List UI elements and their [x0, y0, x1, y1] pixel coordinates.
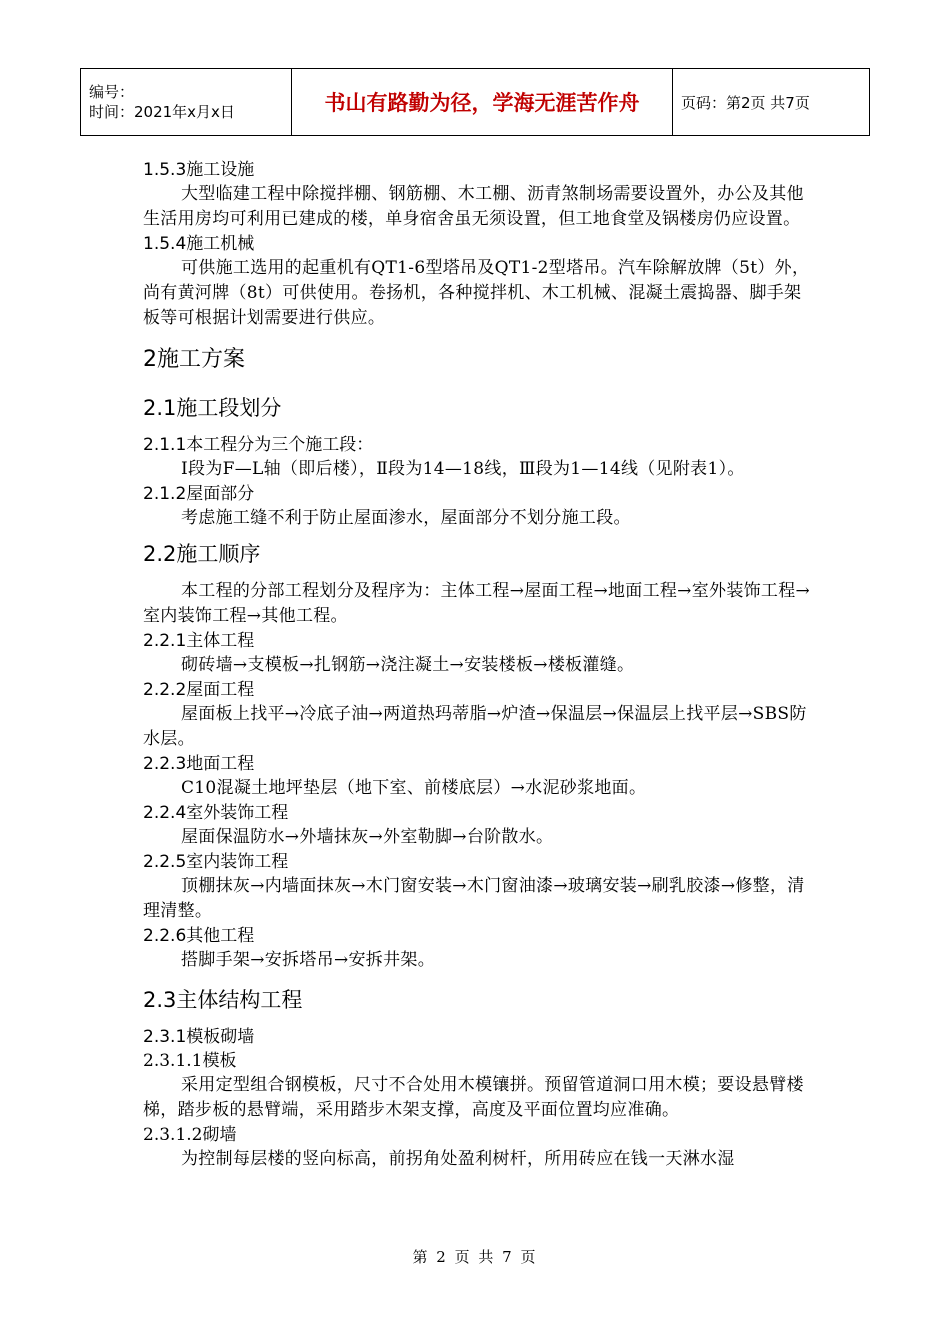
section-heading-1-5-4: 1.5.4施工机械: [143, 234, 255, 254]
page-footer: 第 2 页 共 7 页: [412, 1248, 538, 1266]
section-text-2-2-2: 屋面板上找平→冷底子油→两道热玛蒂脂→炉渣→保温层→保温层上找平层→SBS防水层。: [143, 704, 807, 749]
section-heading-2-2-6: 2.2.6其他工程: [143, 926, 255, 946]
document-header: [80, 68, 870, 136]
section-heading-2-2: 2.2施工顺序: [143, 542, 261, 566]
section-heading-1-5-3: 1.5.3施工设施: [143, 160, 255, 180]
section-heading-2-3-1-1: 2.3.1.1模板: [143, 1051, 237, 1071]
document-body: [143, 158, 813, 1172]
section-heading-2-2-4: 2.2.4室外装饰工程: [143, 803, 289, 823]
section-text-2-2: 本工程的分部工程划分及程序为：主体工程→屋面工程→地面工程→室外装饰工程→室内装饰工程→其他工程。: [143, 581, 811, 626]
section-heading-2-2-3: 2.2.3地面工程: [143, 754, 255, 774]
section-text-2-3-1-1: 采用定型组合钢模板，尺寸不合处用木模镶拼。预留管道洞口用木模；要设悬臂楼梯，踏步板的悬臂端，采用踏步木架支撑，高度及平面位置均应准确。: [143, 1075, 804, 1120]
document-number-label: 编号：: [89, 83, 135, 101]
section-text-2-2-3: C10混凝土地坪垫层（地下室、前楼底层）→水泥砂浆地面。: [181, 778, 647, 798]
section-text-2-2-5: 顶棚抹灰→内墙面抹灰→木门窗安装→木门窗油漆→玻璃安装→刷乳胶漆→修整，清理清整。: [143, 876, 805, 921]
section-heading-2-3-1-2: 2.3.1.2砌墙: [143, 1125, 237, 1145]
section-heading-2-3: 2.3主体结构工程: [143, 988, 303, 1012]
chapter-heading-2: 2施工方案: [143, 347, 245, 372]
section-text-2-1-2: 考虑施工缝不利于防止屋面渗水，屋面部分不划分施工段。: [181, 508, 631, 528]
section-heading-2-1-2: 2.1.2屋面部分: [143, 484, 255, 504]
section-text-1-5-3: 大型临建工程中除搅拌棚、钢筋棚、木工棚、沥青煞制场需要设置外，办公及其他生活用房均可利用已建成的楼，单身宿舍虽无须设置，但工地食堂及锅楼房仍应设置。: [143, 184, 804, 229]
section-heading-2-1-1: 2.1.1本工程分为三个施工段：: [143, 435, 374, 455]
section-text-2-2-6: 搭脚手架→安拆塔吊→安拆井架。: [181, 950, 435, 970]
document-time-label: 时间：2021年x月x日: [89, 103, 235, 121]
section-text-2-2-4: 屋面保温防水→外墙抹灰→外室勒脚→台阶散水。: [181, 827, 554, 847]
header-meta: [81, 69, 292, 136]
section-heading-2-3-1: 2.3.1模板砌墙: [143, 1027, 255, 1047]
section-heading-2-1: 2.1施工段划分: [143, 396, 282, 420]
header-motto: 书山有路勤为径，学海无涯苦作舟: [292, 69, 673, 136]
header-page-info: 页码：第2页 共7页: [673, 69, 870, 136]
section-text-2-2-1: 砌砖墙→支模板→扎钢筋→浇注凝土→安装楼板→楼板灌缝。: [181, 655, 635, 675]
section-heading-2-2-5: 2.2.5室内装饰工程: [143, 852, 289, 872]
section-text-2-3-1-2: 为控制每层楼的竖向标高，前拐角处盈利树杆，所用砖应在钱一天淋水湿: [181, 1149, 735, 1169]
section-text-1-5-4: 可供施工选用的起重机有QT1-6型塔吊及QT1-2型塔吊。汽车除解放牌（5t）外，尚有黄河牌（8t）可供使用。卷扬机，各种搅拌机、木工机械、混凝土震捣器、脚手架板等可根据计划需要进行供应。: [143, 258, 810, 328]
section-heading-2-2-1: 2.2.1主体工程: [143, 631, 255, 651]
section-text-2-1-1: Ⅰ段为F—L轴（即后楼），Ⅱ段为14—18线，Ⅲ段为1—14线（见附表1）。: [181, 459, 745, 479]
section-heading-2-2-2: 2.2.2屋面工程: [143, 680, 255, 700]
